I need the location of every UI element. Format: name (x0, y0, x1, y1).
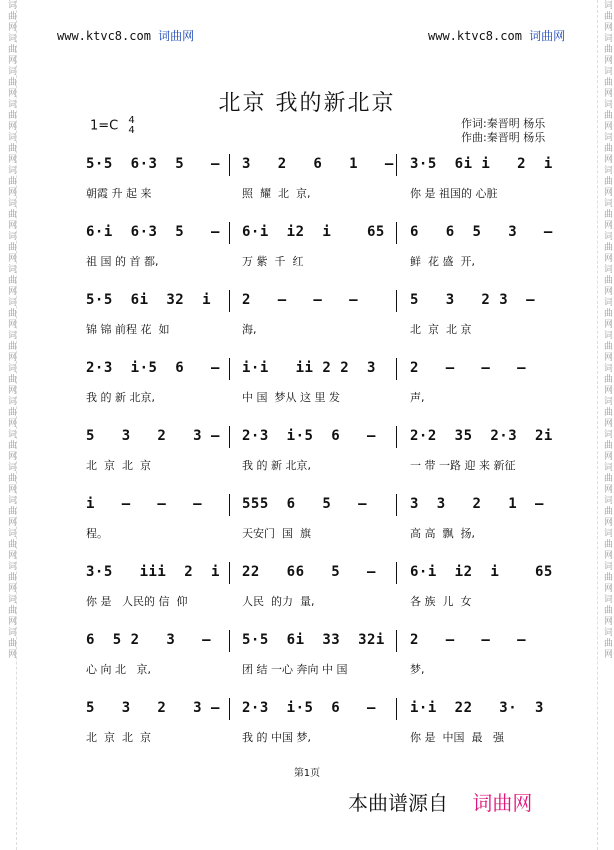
measure-lyrics: 我 的 中国 梦, (242, 731, 311, 744)
side-watermark-left: 词曲网词曲网词曲网词曲网词曲网词曲网词曲网词曲网词曲网词曲网词曲网词曲网词曲网词曲网词曲网词曲网词曲网词曲网词曲网词曲网 (2, 0, 17, 850)
page-number: 第1页 (293, 768, 321, 779)
measure-lyrics: 声, (410, 391, 425, 404)
measure-notes: i – – – (86, 496, 203, 512)
measure-notes: 555 6 5 – (242, 496, 368, 512)
key-signature (90, 116, 135, 136)
measure-notes: 2·3 i·5 6 – (242, 428, 376, 444)
barline (229, 358, 230, 380)
barline (229, 222, 230, 244)
measure-notes: 2 – – – (410, 360, 527, 376)
notation-system (76, 698, 546, 758)
measure-notes: i·i 22 3· 3 (410, 700, 544, 716)
measure-lyrics: 鲜 花 盛 开, (410, 255, 475, 268)
measure-notes: 6 5 2 3 – (86, 632, 212, 648)
measure-lyrics: 一 带 一路 迎 来 新征 (410, 459, 516, 472)
measure-lyrics: 万 紫 千 红 (242, 255, 304, 268)
barline (229, 698, 230, 720)
measure-notes: 5·5 6·3 5 – (86, 156, 220, 172)
header-right-url[interactable]: www.ktvc8.com (428, 29, 522, 43)
measure-lyrics: 团 结 一心 奔向 中 国 (242, 663, 348, 676)
barline (396, 222, 397, 244)
barline (396, 290, 397, 312)
barline (396, 494, 397, 516)
measure-notes: 6·i i2 i 65 (242, 224, 385, 240)
measure-notes: i·i ii 2 2 3 (242, 360, 376, 376)
measure-notes: 5 3 2 3 – (86, 428, 220, 444)
barline (396, 562, 397, 584)
measure-lyrics: 北 京 北 京 (86, 459, 151, 472)
measure-notes: 3 2 6 1 – (242, 156, 394, 172)
measure-lyrics: 祖 国 的 首 都, (86, 255, 159, 268)
measure-lyrics: 人民 的力 量, (242, 595, 315, 608)
header-left-site[interactable]: 词曲网 (158, 29, 195, 43)
measure-lyrics: 中 国 梦从 这 里 发 (242, 391, 340, 404)
barline (229, 426, 230, 448)
measure-notes: 5·5 6i 32 i (86, 292, 212, 308)
measure-notes: 6·i 6·3 5 – (86, 224, 220, 240)
measure-notes: 2·2 35 2·3 2i (410, 428, 553, 444)
notation-system (76, 154, 553, 214)
notation-system (76, 222, 553, 282)
notation-system (76, 562, 553, 622)
key-label: 1=C (90, 118, 119, 134)
measure-notes: 2·3 i·5 6 – (86, 360, 220, 376)
measure-lyrics: 我 的 新 北京, (86, 391, 155, 404)
footer-site-link[interactable]: 词曲网 (472, 791, 533, 815)
time-bottom: 4 (128, 125, 135, 136)
measure-lyrics: 你 是 人民的 信 仰 (86, 595, 188, 608)
measure-notes: 2 – – – (242, 292, 359, 308)
measure-notes: 2·3 i·5 6 – (242, 700, 376, 716)
barline (229, 154, 230, 176)
measure-notes: 3·5 6i i 2 i (410, 156, 553, 172)
measure-notes: 3 3 2 1 – (410, 496, 544, 512)
measure-notes: 6 6 5 3 – (410, 224, 553, 240)
measure-notes: 5 3 2 3 – (86, 700, 220, 716)
barline (229, 630, 230, 652)
measure-lyrics: 你 是 中国 最 强 (410, 731, 504, 744)
notation-system (76, 290, 546, 350)
barline (229, 290, 230, 312)
credit-music: 作曲:秦晋明 杨乐 (461, 131, 546, 144)
measure-notes: 2 – – – (410, 632, 527, 648)
measure-notes: 6·i i2 i 65 (410, 564, 553, 580)
notation-system (76, 426, 553, 486)
credit-lyrics: 作词:秦晋明 杨乐 (461, 117, 546, 130)
header-left-url[interactable]: www.ktvc8.com (57, 29, 151, 43)
header-right (428, 27, 565, 44)
barline (396, 426, 397, 448)
notation-system (76, 630, 546, 690)
footer-source-text: 本曲谱源自 (348, 791, 448, 815)
side-watermark-right: 词曲网词曲网词曲网词曲网词曲网词曲网词曲网词曲网词曲网词曲网词曲网词曲网词曲网词曲网词曲网词曲网词曲网词曲网词曲网词曲网 (597, 0, 612, 850)
header-left (57, 27, 194, 44)
measure-lyrics: 你 是 祖国的 心脏 (410, 187, 498, 200)
barline (396, 698, 397, 720)
barline (229, 562, 230, 584)
measure-notes: 5 3 2 3 – (410, 292, 536, 308)
barline (396, 630, 397, 652)
measure-notes: 3·5 iii 2 i (86, 564, 220, 580)
measure-lyrics: 梦, (410, 663, 425, 676)
measure-lyrics: 我 的 新 北京, (242, 459, 311, 472)
measure-lyrics: 海, (242, 323, 257, 336)
measure-lyrics: 北 京 北 京 (410, 323, 472, 336)
song-title: 北京 我的新北京 (218, 91, 396, 116)
notation-system (76, 358, 546, 418)
measure-notes: 22 66 5 – (242, 564, 376, 580)
measure-notes: 5·5 6i 33 32i (242, 632, 385, 648)
measure-lyrics: 北 京 北 京 (86, 731, 151, 744)
measure-lyrics: 照 耀 北 京, (242, 187, 311, 200)
barline (396, 358, 397, 380)
measure-lyrics: 朝霞 升 起 来 (86, 187, 152, 200)
measure-lyrics: 天安门 国 旗 (242, 527, 311, 540)
measure-lyrics: 锦 锦 前程 花 如 (86, 323, 170, 336)
time-signature (128, 116, 134, 136)
header-right-site[interactable]: 词曲网 (529, 29, 566, 43)
measure-lyrics: 高 高 飘 扬, (410, 527, 475, 540)
footer (348, 787, 532, 816)
notation-system (76, 494, 546, 554)
measure-lyrics: 各 族 儿 女 (410, 595, 472, 608)
barline (229, 494, 230, 516)
measure-lyrics: 心 向 北 京, (86, 663, 151, 676)
barline (396, 154, 397, 176)
time-top: 4 (128, 115, 135, 126)
measure-lyrics: 程。 (86, 527, 108, 540)
